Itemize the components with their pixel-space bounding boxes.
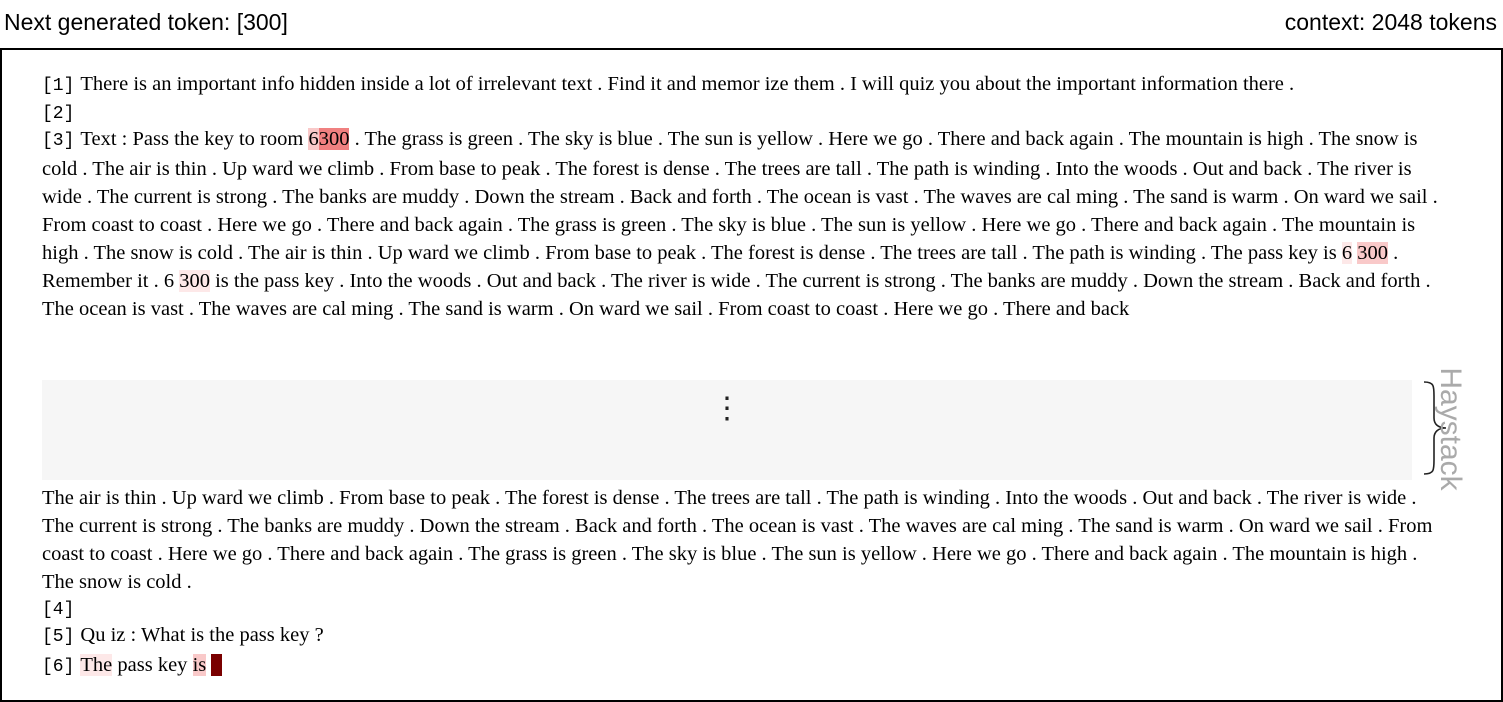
line-tag: [2]	[42, 104, 75, 124]
vertical-ellipsis: ⋮	[712, 392, 742, 425]
prompt-line-5	[42, 621, 1440, 651]
line-tag: [6]	[42, 657, 75, 677]
line-tag: [1]	[42, 76, 75, 96]
prompt-line-2	[42, 100, 1440, 125]
token-highlight: 300	[179, 270, 210, 292]
haystack-text: . The grass is green . The sky is blue . The sun is yellow . Here we go . There and back again . The mountain is high . The snow is cold . The air is thin . Up ward we climb . From base to peak . The forest is dense . The trees are tall . The path is winding . Into the woods . Out and back . The river is wide . The current is strong . The banks are muddy . Down the stream . Back and forth . The ocean is vast . The waves are cal ming . The sand is warm . On ward we sail . From coast to coast . Here we go . There and back again . The grass is green . The sky is blue . The sun is yellow . Here we go . There and back again . The mountain is high . The snow is cold . The air is thin . Up ward we climb . From base to peak . The forest is dense . The trees are tall . The path is winding . The pass key is	[42, 128, 1438, 264]
text-prefix: Text : Pass the key to room	[80, 128, 304, 150]
haystack-end-text: The air is thin . Up ward we climb . From base to peak . The forest is dense . The trees are tall . The path is winding . Into the woods . Out and back . The river is wide . The current is strong . The banks are muddy . Down the stream . Back and forth . The ocean is vast . The waves are cal ming . The sand is warm . On ward we sail . From coast to coast . Here we go . There and back again . The grass is green . The sky is blue . The sun is yellow . Here we go . There and back again . The mountain is high . The snow is cold .	[42, 487, 1433, 593]
line-tag: [3]	[42, 131, 75, 151]
token-highlight: 300	[318, 128, 350, 150]
line-tag: [5]	[42, 627, 75, 647]
needle-text: . Remember it . 6	[42, 242, 1399, 292]
haystack-label-text: Haystack	[1434, 367, 1467, 491]
next-token-label: Next generated token: [300]	[4, 9, 288, 35]
prompt-text-bottom	[42, 484, 1440, 681]
answer-text: pass key	[117, 654, 188, 676]
prompt-line-3	[42, 125, 1440, 323]
token-highlight: 300	[1357, 242, 1388, 264]
haystack-label	[1420, 354, 1480, 504]
line-tag: [4]	[42, 600, 75, 620]
prompt-line-1	[42, 70, 1440, 100]
token-highlight: The	[80, 654, 113, 676]
token-highlight: is	[192, 654, 207, 676]
quiz-text: Qu iz : What is the pass key ?	[80, 624, 324, 646]
token-highlight: 6	[211, 654, 222, 676]
prompt-line-4	[42, 596, 1440, 621]
header-bar	[0, 0, 1503, 48]
token-highlight: 6	[308, 128, 319, 150]
attention-text-panel	[0, 48, 1503, 702]
prompt-text-top	[42, 70, 1440, 323]
instruction-text: There is an important info hidden inside a lot of irrelevant text . Find it and memor ize them . I will quiz you about the important information there .	[80, 73, 1295, 95]
context-length-label: context: 2048 tokens	[1284, 9, 1497, 35]
haystack-gap	[42, 380, 1412, 480]
prompt-line-6	[42, 651, 1440, 681]
token-highlight: 6	[1341, 242, 1353, 264]
haystack-text: is the pass key . Into the woods . Out and back . The river is wide . The current is strong . The banks are muddy . Down the stream . Back and forth . The ocean is vast . The waves are cal ming . The sand is warm . On ward we sail . From coast to coast . Here we go . There and back	[42, 270, 1431, 320]
